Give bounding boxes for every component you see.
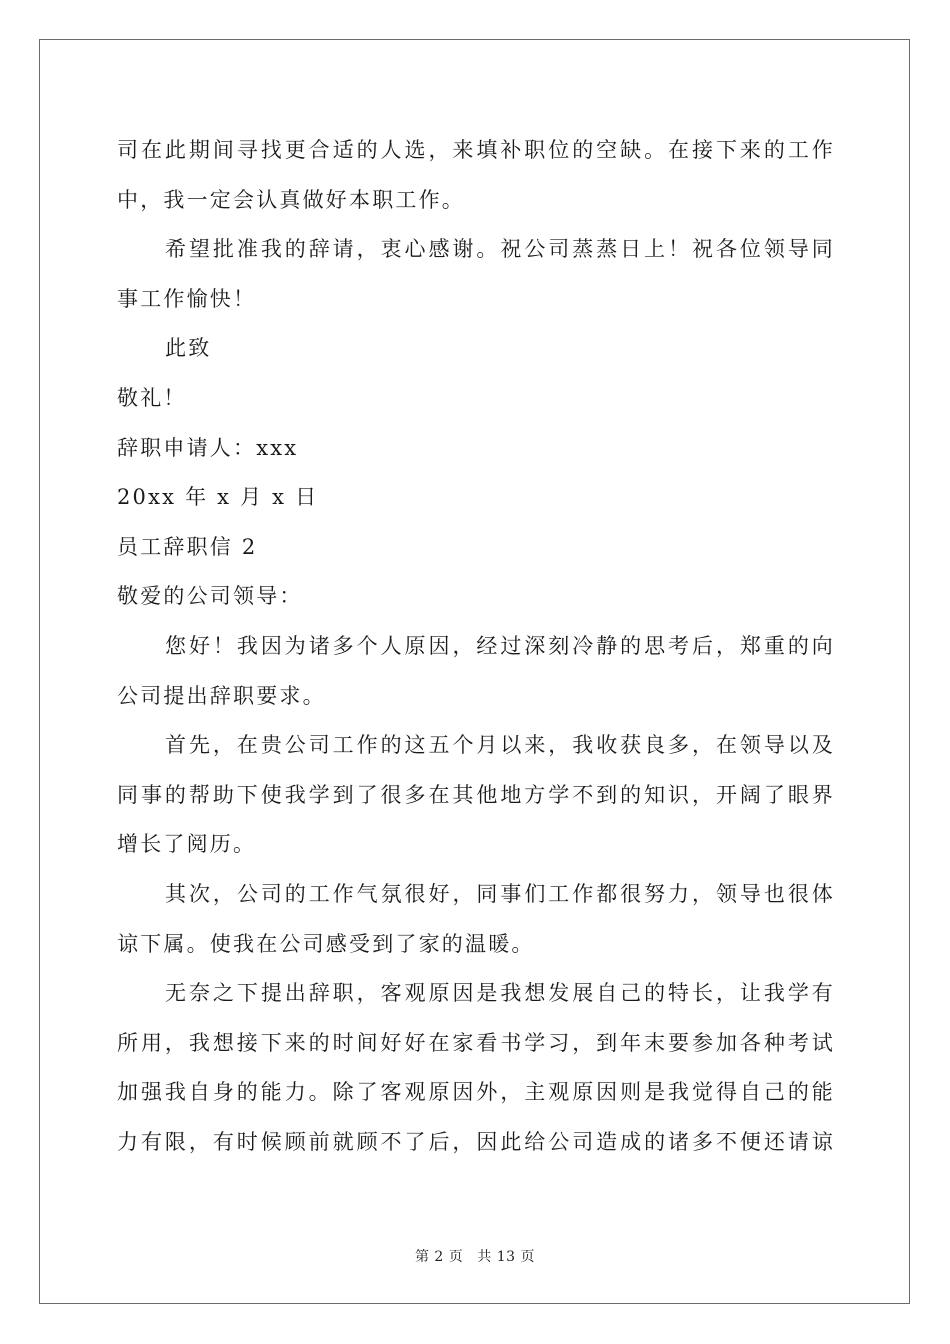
text-line: 谅下属。使我在公司感受到了家的温暖。	[117, 931, 535, 956]
text-line: 敬爱的公司领导：	[117, 584, 303, 609]
text-line: 员工辞职信 2	[117, 534, 258, 559]
text-line: 20xx 年 x 月 x 日	[117, 485, 319, 510]
text-line: 无奈之下提出辞职，客观原因是我想发展自己的特长，让我学有	[165, 981, 835, 1006]
page-number: 第 2 页	[414, 1249, 464, 1265]
text-line: 加强我自身的能力。除了客观原因外，主观原因则是我觉得自己的能	[117, 1080, 835, 1105]
text-line: 事工作愉快！	[117, 286, 257, 311]
text-line: 敬礼！	[117, 385, 187, 410]
text-line: 希望批准我的辞请，衷心感谢。祝公司蒸蒸日上！祝各位领导同	[165, 237, 835, 262]
text-line: 所用，我想接下来的时间好好在家看书学习，到年末要参加各种考试	[117, 1030, 835, 1055]
text-line: 力有限，有时候顾前就顾不了后，因此给公司造成的诸多不便还请谅	[117, 1129, 835, 1154]
text-line: 司在此期间寻找更合适的人选，来填补职位的空缺。在接下来的工作	[117, 138, 835, 162]
text-line: 公司提出辞职要求。	[117, 683, 326, 708]
text-line: 您好！我因为诸多个人原因，经过深刻冷静的思考后，郑重的向	[165, 633, 835, 658]
document-body	[117, 126, 835, 1167]
text-line: 首先，在贵公司工作的这五个月以来，我收获良多，在领导以及	[165, 733, 835, 758]
text-line: 同事的帮助下使我学到了很多在其他地方学不到的知识，开阔了眼界	[117, 782, 835, 807]
text-line: 其次，公司的工作气氛很好，同事们工作都很努力，领导也很体	[165, 881, 835, 906]
text-line: 此致	[165, 336, 212, 361]
text-line: 增长了阅历。	[117, 832, 257, 857]
page-total: 共 13 页	[477, 1249, 536, 1265]
text-line: 中，我一定会认真做好本职工作。	[117, 187, 465, 212]
page-footer	[0, 1246, 950, 1266]
text-line: 辞职申请人：xxx	[117, 435, 299, 460]
